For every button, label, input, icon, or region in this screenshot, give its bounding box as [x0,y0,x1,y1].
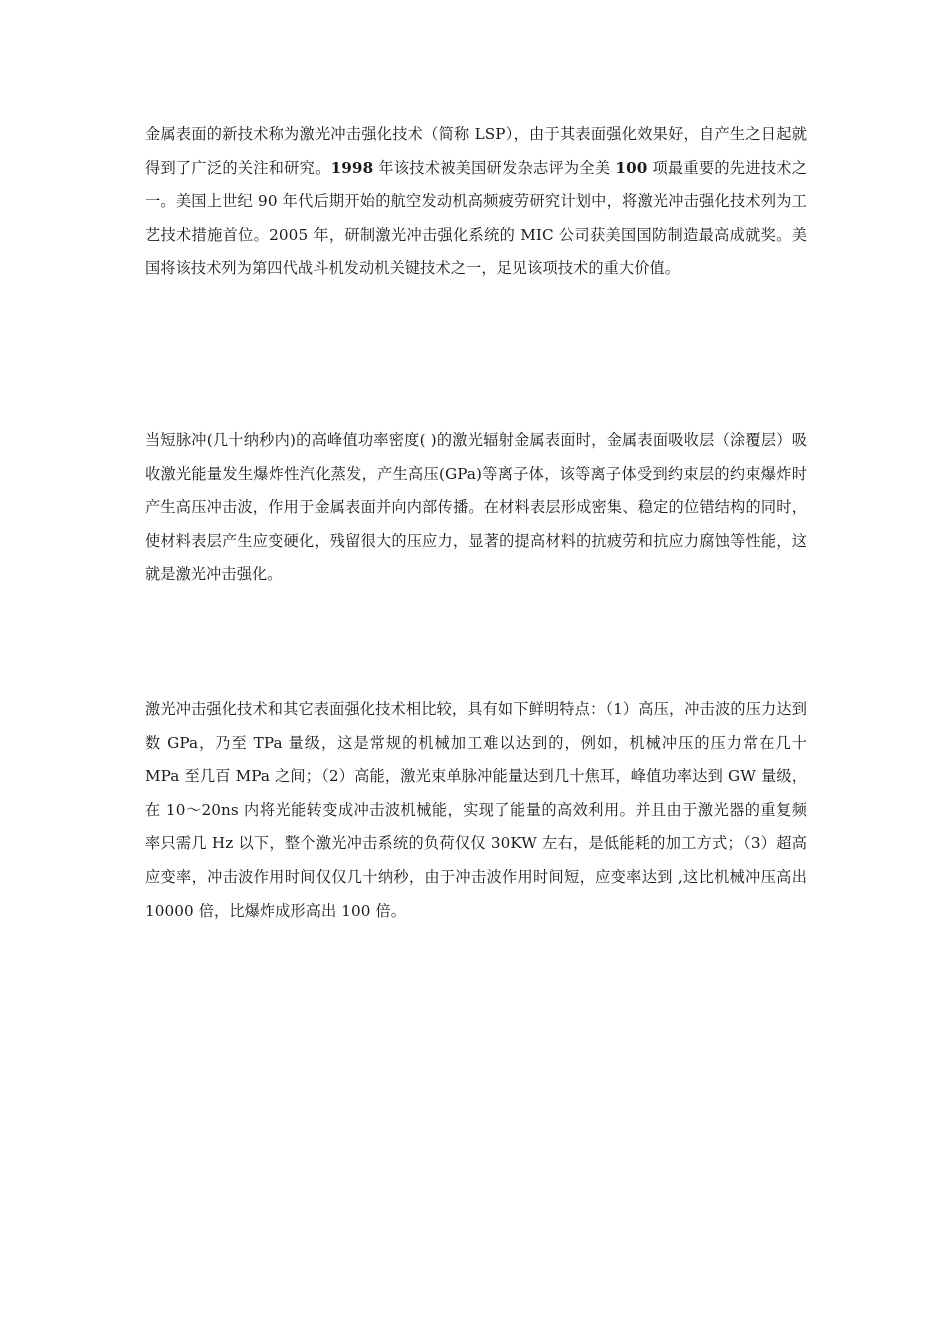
paragraph-lsp-principle [145,424,807,592]
paragraph-lsp-introduction [145,118,807,286]
paragraph-lsp-features [145,693,807,928]
paragraph-text: 项最重要的先进技术之一。美国上世纪 90 年代后期开始的航空发动机高频疲劳研究计划中，将激光冲击强化技术列为工艺技术措施首位。2005 年，研制激光冲击强化系统的 MIC 公司获美国国防制造最高成就奖。美国将该技术列为第四代战斗机发动机关键技术之一，足见该项技术的重大价值。 [145,158,808,278]
bold-year: 1998 [330,158,374,177]
paragraph-text: 当短脉冲(几十纳秒内)的高峰值功率密度( )的激光辐射金属表面时，金属表面吸收层（涂覆层）吸收激光能量发生爆炸性汽化蒸发，产生高压(GPa)等离子体，该等离子体受到约束层的约束爆炸时产生高压冲击波，作用于金属表面并向内部传播。在材料表层形成密集、稳定的位错结构的同时，使材料表层产生应变硬化，残留很大的压应力，显著的提高材料的抗疲劳和抗应力腐蚀等性能，这就是激光冲击强化。 [145,431,807,584]
paragraph-text: 年该技术被美国研发杂志评为全美 [373,158,616,177]
paragraph-text: 金属表面的新技术称为激光冲击强化技术（简称 LSP），由于其表面强化效果好，自产生之日起就得到了广泛的关注和研究。 [145,125,807,177]
paragraph-text: 激光冲击强化技术和其它表面强化技术相比较，具有如下鲜明特点：（1）高压，冲击波的压力达到数 GPa，乃至 TPa 量级，这是常规的机械加工难以达到的，例如，机械冲压的压力常在几十 MPa 至几百 MPa 之间；（2）高能，激光束单脉冲能量达到几十焦耳，峰值功率达到 GW 量级，在 10～20ns 内将光能转变成冲击波机械能，实现了能量的高效利用。并且由于激光器的重复频率只需几 Hz 以下，整个激光冲击系统的负荷仅仅 30KW 左右，是低能耗的加工方式；（3）超高应变率，冲击波作用时间仅仅几十纳秒，由于冲击波作用时间短，应变率达到 ,这比机械冲压高出 10000 倍，比爆炸成形高出 100 倍。 [145,700,807,920]
bold-count: 100 [615,158,648,177]
